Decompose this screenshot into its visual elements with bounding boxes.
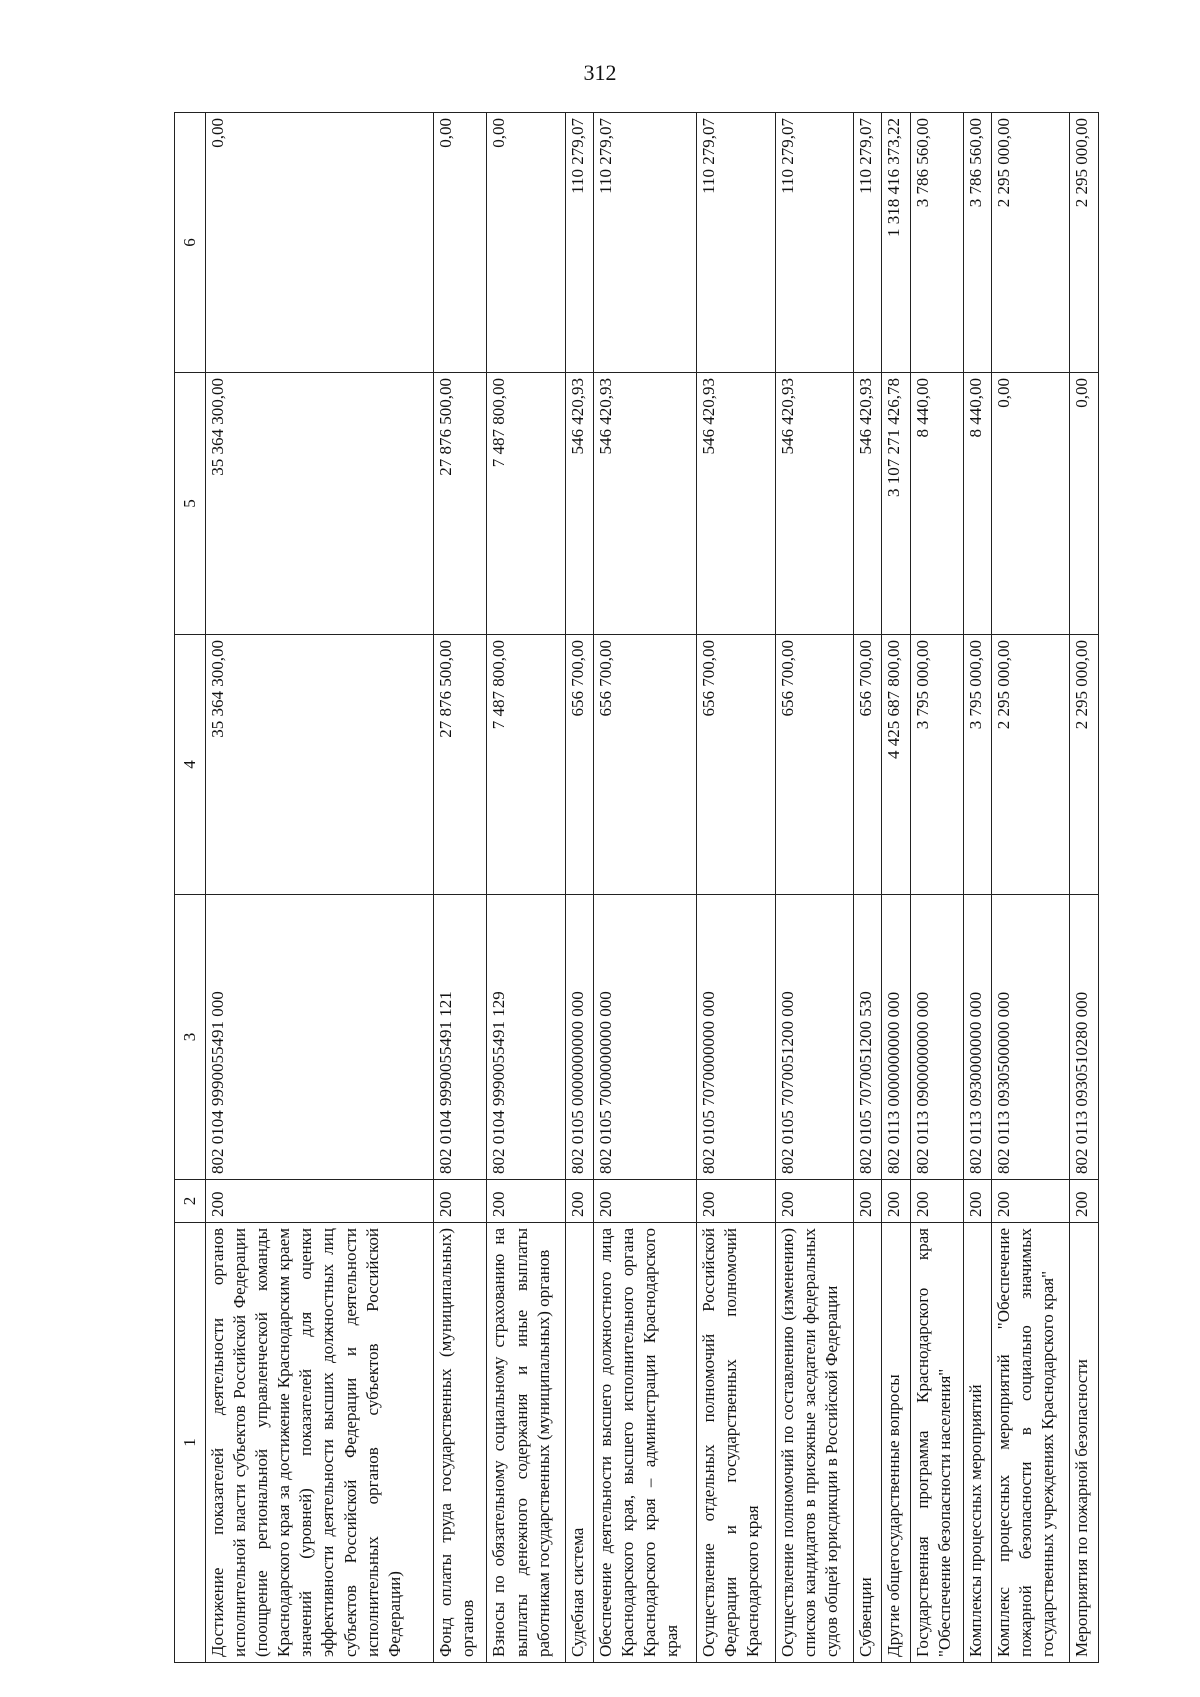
table-row [487,113,565,1663]
row-rest-cell: 2 295 000,00 [992,113,1070,373]
row-name-cell: Другие общегосударственные вопросы [882,1223,910,1663]
table-row [963,113,991,1663]
row-rest-cell: 3 786 560,00 [910,113,963,373]
header-cell: 2 [175,1180,206,1223]
row-rest-cell: 0,00 [434,113,487,373]
rotated-table-container [174,113,1099,1663]
header-cell: 5 [175,373,206,635]
row-fact-cell: 546 420,93 [697,373,775,635]
row-rest-cell: 110 279,07 [775,113,853,373]
row-plan-cell: 2 295 000,00 [992,635,1070,895]
table-body [206,113,1099,1663]
row-kbk-cell: 802 0113 0900000000 000 [910,895,963,1180]
row-plan-cell: 3 795 000,00 [910,635,963,895]
row-code-cell: 200 [775,1180,853,1223]
row-fact-cell: 3 107 271 426,78 [882,373,910,635]
row-rest-cell: 110 279,07 [565,113,593,373]
table-row [775,113,853,1663]
row-fact-cell: 7 487 800,00 [487,373,565,635]
table-row [206,113,434,1663]
row-plan-cell: 35 364 300,00 [206,635,434,895]
row-name-cell: Мероприятия по пожарной безопасности [1070,1223,1099,1663]
table-row [565,113,593,1663]
row-rest-cell: 110 279,07 [594,113,697,373]
row-code-cell: 200 [1070,1180,1099,1223]
row-name-cell: Обеспечение деятельности высшего должностного лица Краснодарского края, высшего исполнительного органа Краснодарского края – администрации Краснодарского края [594,1223,697,1663]
row-kbk-cell: 802 0113 0930510280 000 [1070,895,1099,1180]
row-code-cell: 200 [434,1180,487,1223]
table-row [434,113,487,1663]
table-row [992,113,1070,1663]
table-row [697,113,775,1663]
header-cell: 3 [175,895,206,1180]
row-fact-cell: 8 440,00 [910,373,963,635]
row-name-cell: Комплекс процессных мероприятий "Обеспечение пожарной безопасности в социально значимых государственных учреждениях Краснодарского края" [992,1223,1070,1663]
row-fact-cell: 546 420,93 [565,373,593,635]
row-name-cell: Осуществление отдельных полномочий Российской Федерации и государственных полномочий Краснодарского края [697,1223,775,1663]
row-name-cell: Взносы по обязательному социальному страхованию на выплаты денежного содержания и иные выплаты работникам государственных (муниципальных) органов [487,1223,565,1663]
row-name-cell: Фонд оплаты труда государственных (муниципальных) органов [434,1223,487,1663]
page-number: 312 [583,60,617,85]
row-rest-cell: 0,00 [206,113,434,373]
row-plan-cell: 3 795 000,00 [963,635,991,895]
row-code-cell: 200 [697,1180,775,1223]
row-code-cell: 200 [910,1180,963,1223]
row-kbk-cell: 802 0105 7070000000 000 [697,895,775,1180]
row-plan-cell: 656 700,00 [594,635,697,895]
row-plan-cell: 27 876 500,00 [434,635,487,895]
header-cell: 6 [175,113,206,373]
row-rest-cell: 1 318 416 373,22 [882,113,910,373]
row-plan-cell: 7 487 800,00 [487,635,565,895]
row-plan-cell: 656 700,00 [853,635,881,895]
row-kbk-cell: 802 0105 7070051200 000 [775,895,853,1180]
row-kbk-cell: 802 0104 9990055491 000 [206,895,434,1180]
row-code-cell: 200 [963,1180,991,1223]
row-kbk-cell: 802 0104 9990055491 129 [487,895,565,1180]
row-fact-cell: 8 440,00 [963,373,991,635]
row-plan-cell: 656 700,00 [697,635,775,895]
header-row [175,113,206,1663]
budget-table [174,112,1099,1663]
row-name-cell: Комплексы процессных мероприятий [963,1223,991,1663]
row-plan-cell: 656 700,00 [565,635,593,895]
row-rest-cell: 3 786 560,00 [963,113,991,373]
header-cell: 4 [175,635,206,895]
row-rest-cell: 0,00 [487,113,565,373]
row-code-cell: 200 [853,1180,881,1223]
row-rest-cell: 2 295 000,00 [1070,113,1099,373]
row-fact-cell: 546 420,93 [775,373,853,635]
row-plan-cell: 2 295 000,00 [1070,635,1099,895]
row-name-cell: Субвенции [853,1223,881,1663]
row-code-cell: 200 [206,1180,434,1223]
row-fact-cell: 27 876 500,00 [434,373,487,635]
row-kbk-cell: 802 0105 0000000000 000 [565,895,593,1180]
row-fact-cell: 35 364 300,00 [206,373,434,635]
row-kbk-cell: 802 0113 0930500000 000 [992,895,1070,1180]
table-row [882,113,910,1663]
row-code-cell: 200 [487,1180,565,1223]
row-fact-cell: 546 420,93 [853,373,881,635]
header-cell: 1 [175,1223,206,1663]
row-kbk-cell: 802 0105 7070051200 530 [853,895,881,1180]
row-plan-cell: 656 700,00 [775,635,853,895]
row-code-cell: 200 [594,1180,697,1223]
row-fact-cell: 0,00 [1070,373,1099,635]
row-rest-cell: 110 279,07 [697,113,775,373]
row-name-cell: Осуществление полномочий по составлению (изменению) списков кандидатов в присяжные заседатели федеральных судов общей юрисдикции в Российской Федерации [775,1223,853,1663]
table-row [853,113,881,1663]
row-kbk-cell: 802 0105 7000000000 000 [594,895,697,1180]
row-name-cell: Государственная программа Краснодарского края "Обеспечение безопасности населения" [910,1223,963,1663]
row-kbk-cell: 802 0113 0000000000 000 [882,895,910,1180]
row-fact-cell: 0,00 [992,373,1070,635]
row-code-cell: 200 [882,1180,910,1223]
table-row [1070,113,1099,1663]
row-rest-cell: 110 279,07 [853,113,881,373]
table-row [594,113,697,1663]
row-name-cell: Судебная система [565,1223,593,1663]
row-kbk-cell: 802 0104 9990055491 121 [434,895,487,1180]
row-code-cell: 200 [992,1180,1070,1223]
table-row [910,113,963,1663]
row-code-cell: 200 [565,1180,593,1223]
row-name-cell: Достижение показателей деятельности органов исполнительной власти субъектов Российской Федерации (поощрение региональной управленческой команды Краснодарского края за достижение Краснодарским краем значений (уровней) показателей для оценки эффективности деятельности высших должностных лиц субъектов Российской Федерации и деятельности исполнительных органов субъектов Российской Федерации) [206,1223,434,1663]
row-plan-cell: 4 425 687 800,00 [882,635,910,895]
row-fact-cell: 546 420,93 [594,373,697,635]
row-kbk-cell: 802 0113 0930000000 000 [963,895,991,1180]
